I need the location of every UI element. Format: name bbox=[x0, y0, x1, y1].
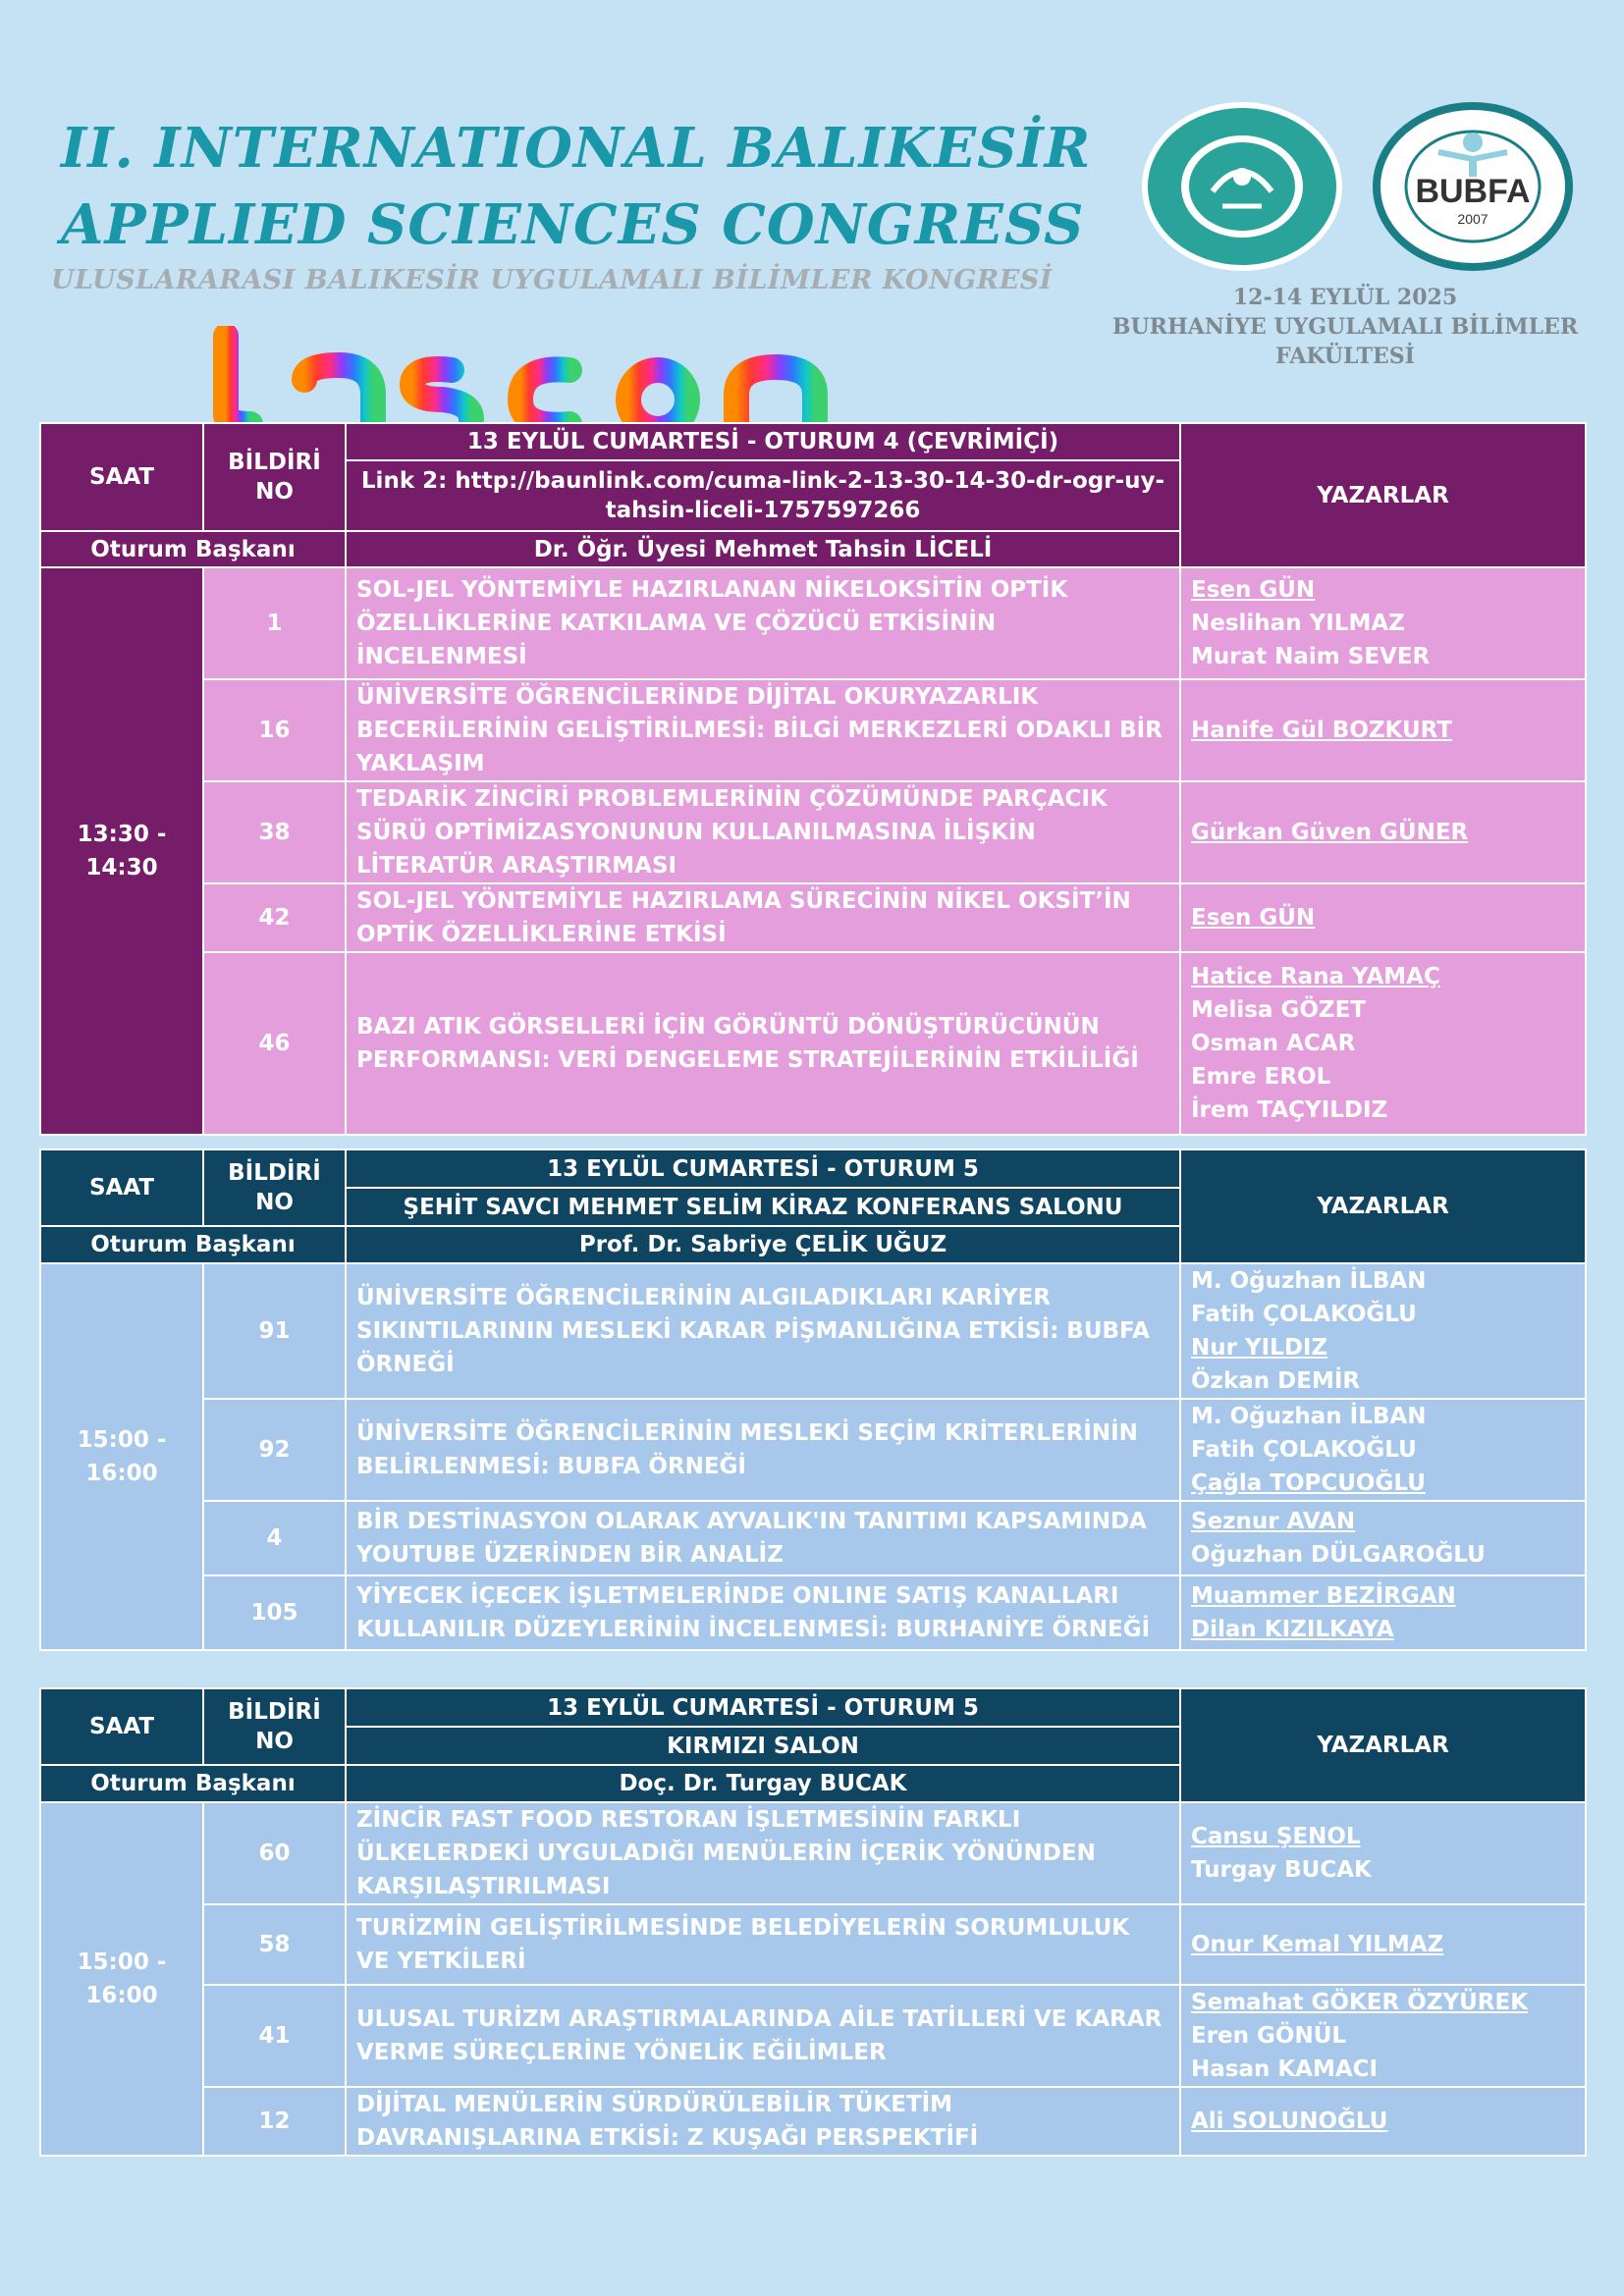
author-name: Semahat GÖKER ÖZYÜREK bbox=[1191, 1990, 1529, 2015]
paper-authors bbox=[1180, 679, 1586, 781]
paper-authors bbox=[1180, 883, 1586, 952]
session-title: 13 EYLÜL CUMARTESİ - OTURUM 5 bbox=[346, 1688, 1180, 1727]
author-name: Onur Kemal YILMAZ bbox=[1191, 1932, 1444, 1957]
congress-title-line1: II. INTERNATIONAL BALIKESİR bbox=[61, 116, 1092, 181]
session-location: KIRMIZI SALON bbox=[346, 1727, 1180, 1765]
author-name: Esen GÜN bbox=[1191, 577, 1316, 603]
paper-title: BİR DESTİNASYON OLARAK AYVALIK'IN TANITIMI KAPSAMINDA YOUTUBE ÜZERİNDEN BİR ANALİZ bbox=[346, 1501, 1180, 1575]
paper-authors bbox=[1180, 1802, 1586, 1904]
author-name: Muammer BEZİRGAN bbox=[1191, 1583, 1456, 1609]
paper-no: 91 bbox=[203, 1263, 346, 1399]
author-name: İrem TAÇYILDIZ bbox=[1191, 1097, 1388, 1123]
session-location: ŞEHİT SAVCI MEHMET SELİM KİRAZ KONFERANS SALONU bbox=[346, 1188, 1180, 1226]
paper-authors bbox=[1180, 1904, 1586, 1985]
author-name: Özkan DEMİR bbox=[1191, 1368, 1361, 1394]
paper-title: TURİZMİN GELİŞTİRİLMESİNDE BELEDİYELERİN SORUMLULUK VE YETKİLERİ bbox=[346, 1904, 1180, 1985]
session-time: 13:30 - 14:30 bbox=[40, 567, 203, 1135]
author-name: Eren GÖNÜL bbox=[1191, 2023, 1347, 2049]
session-table bbox=[39, 422, 1587, 1136]
time-column-header: SAAT bbox=[40, 423, 203, 531]
congress-subtitle: ULUSLARARASI BALIKESİR UYGULAMALI BİLİMLER KONGRESİ bbox=[51, 265, 1053, 295]
session-chair-label: Oturum Başkanı bbox=[40, 531, 346, 567]
paper-no: 41 bbox=[203, 1985, 346, 2087]
paper-title: ZİNCİR FAST FOOD RESTORAN İŞLETMESİNİN FARKLI ÜLKELERDEKİ UYGULADIĞI MENÜLERİN İÇERİK YÖNÜNDEN KARŞILAŞTIRILMASI bbox=[346, 1802, 1180, 1904]
session-time: 15:00 - 16:00 bbox=[40, 1802, 203, 2156]
paper-no-column-header: BİLDİRİ NO bbox=[203, 423, 346, 531]
session-chair: Prof. Dr. Sabriye ÇELİK UĞUZ bbox=[346, 1226, 1180, 1263]
itascon-logo bbox=[157, 326, 943, 424]
bubfa-year: 2007 bbox=[1457, 211, 1489, 227]
author-name: Ali SOLUNOĞLU bbox=[1191, 2109, 1388, 2134]
author-name: Melisa GÖZET bbox=[1191, 997, 1366, 1023]
author-name: Hasan KAMACI bbox=[1191, 2056, 1379, 2082]
author-name: Turgay BUCAK bbox=[1191, 1857, 1372, 1883]
author-name: Oğuzhan DÜLGAROĞLU bbox=[1191, 1542, 1486, 1568]
paper-title: ÜNİVERSİTE ÖĞRENCİLERİNİN MESLEKİ SEÇİM KRİTERLERİNİN BELİRLENMESİ: BUBFA ÖRNEĞİ bbox=[346, 1399, 1180, 1501]
paper-title: SOL-JEL YÖNTEMİYLE HAZIRLANAN NİKELOKSİTİN OPTİK ÖZELLİKLERİNE KATKILAMA VE ÇÖZÜCÜ ETKİSİNİN İNCELENMESİ bbox=[346, 567, 1180, 679]
session-link[interactable]: Link 2: http://baunlink.com/cuma-link-2-13-30-14-30-dr-ogr-uy-tahsin-liceli-1757597266 bbox=[346, 460, 1180, 531]
session-table bbox=[39, 1687, 1587, 2157]
balikesir-university-seal bbox=[1139, 98, 1345, 275]
paper-authors bbox=[1180, 952, 1586, 1135]
paper-authors bbox=[1180, 1501, 1586, 1575]
session-chair: Dr. Öğr. Üyesi Mehmet Tahsin LİCELİ bbox=[346, 531, 1180, 567]
faculty-name-line1: BURHANİYE UYGULAMALI BİLİMLER bbox=[1111, 314, 1579, 340]
congress-header bbox=[0, 0, 1624, 422]
session-table bbox=[39, 1148, 1587, 1651]
author-name: Fatih ÇOLAKOĞLU bbox=[1191, 1437, 1417, 1463]
author-name: Çağla TOPCUOĞLU bbox=[1191, 1470, 1426, 1496]
paper-title: ÜNİVERSİTE ÖĞRENCİLERİNDE DİJİTAL OKURYAZARLIK BECERİLERİNİN GELİŞTİRİLMESİ: BİLGİ MERKEZLERİ ODAKLI BİR YAKLAŞIM bbox=[346, 679, 1180, 781]
paper-title: BAZI ATIK GÖRSELLERİ İÇİN GÖRÜNTÜ DÖNÜŞTÜRÜCÜNÜN PERFORMANSI: VERİ DENGELEME STRATEJİLERİNİN ETKİLİLİĞİ bbox=[346, 952, 1180, 1135]
author-name: Dilan KIZILKAYA bbox=[1191, 1617, 1394, 1642]
authors-column-header: YAZARLAR bbox=[1180, 423, 1586, 567]
author-name: M. Oğuzhan İLBAN bbox=[1191, 1268, 1427, 1294]
session-title: 13 EYLÜL CUMARTESİ - OTURUM 5 bbox=[346, 1149, 1180, 1188]
paper-no: 38 bbox=[203, 781, 346, 883]
author-name: Cansu ŞENOL bbox=[1191, 1824, 1361, 1849]
paper-no: 4 bbox=[203, 1501, 346, 1575]
paper-no: 46 bbox=[203, 952, 346, 1135]
author-name: M. Oğuzhan İLBAN bbox=[1191, 1404, 1427, 1429]
author-name: Esen GÜN bbox=[1191, 905, 1316, 931]
author-name: Hanife Gül BOZKURT bbox=[1191, 718, 1453, 743]
author-name: Emre EROL bbox=[1191, 1064, 1331, 1090]
paper-no: 1 bbox=[203, 567, 346, 679]
institution-logos bbox=[1139, 98, 1591, 285]
author-name: Hatice Rana YAMAÇ bbox=[1191, 964, 1440, 989]
congress-dates: 12-14 EYLÜL 2025 bbox=[1232, 285, 1458, 310]
paper-authors bbox=[1180, 567, 1586, 679]
authors-column-header: YAZARLAR bbox=[1180, 1149, 1586, 1263]
paper-no: 60 bbox=[203, 1802, 346, 1904]
author-name: Murat Naim SEVER bbox=[1191, 644, 1431, 669]
congress-title-line2: APPLIED SCIENCES CONGRESS bbox=[61, 192, 1085, 257]
paper-no: 16 bbox=[203, 679, 346, 781]
faculty-name-line2: FAKÜLTESİ bbox=[1275, 344, 1415, 369]
paper-no-column-header: BİLDİRİ NO bbox=[203, 1688, 346, 1765]
paper-authors bbox=[1180, 781, 1586, 883]
author-name: Nur YILDIZ bbox=[1191, 1335, 1328, 1361]
paper-authors bbox=[1180, 1985, 1586, 2087]
paper-no: 92 bbox=[203, 1399, 346, 1501]
time-column-header: SAAT bbox=[40, 1149, 203, 1226]
time-column-header: SAAT bbox=[40, 1688, 203, 1765]
session-chair: Doç. Dr. Turgay BUCAK bbox=[346, 1765, 1180, 1802]
author-name: Seznur AVAN bbox=[1191, 1509, 1356, 1534]
paper-no: 42 bbox=[203, 883, 346, 952]
paper-title: TEDARİK ZİNCİRİ PROBLEMLERİNİN ÇÖZÜMÜNDE PARÇACIK SÜRÜ OPTİMİZASYONUNUN KULLANILMASINA İLİŞKİN LİTERATÜR ARAŞTIRMASI bbox=[346, 781, 1180, 883]
session-chair-label: Oturum Başkanı bbox=[40, 1765, 346, 1802]
paper-no: 105 bbox=[203, 1575, 346, 1650]
paper-title: SOL-JEL YÖNTEMİYLE HAZIRLAMA SÜRECİNİN NİKEL OKSİT’İN OPTİK ÖZELLİKLERİNE ETKİSİ bbox=[346, 883, 1180, 952]
session-time: 15:00 - 16:00 bbox=[40, 1263, 203, 1650]
paper-no-column-header: BİLDİRİ NO bbox=[203, 1149, 346, 1226]
paper-title: YİYECEK İÇECEK İŞLETMELERİNDE ONLINE SATIŞ KANALLARI KULLANILIR DÜZEYLERİNİN İNCELENMESİ: BURHANİYE ÖRNEĞİ bbox=[346, 1575, 1180, 1650]
paper-title: ULUSAL TURİZM ARAŞTIRMALARINDA AİLE TATİLLERİ VE KARAR VERME SÜREÇLERİNE YÖNELİK EĞİLİMLER bbox=[346, 1985, 1180, 2087]
authors-column-header: YAZARLAR bbox=[1180, 1688, 1586, 1802]
author-name: Osman ACAR bbox=[1191, 1031, 1356, 1056]
author-name: Neslihan YILMAZ bbox=[1191, 611, 1405, 636]
paper-authors bbox=[1180, 2087, 1586, 2156]
bubfa-seal bbox=[1370, 98, 1576, 275]
paper-authors bbox=[1180, 1399, 1586, 1501]
author-name: Fatih ÇOLAKOĞLU bbox=[1191, 1302, 1417, 1327]
paper-no: 58 bbox=[203, 1904, 346, 1985]
paper-no: 12 bbox=[203, 2087, 346, 2156]
paper-title: DİJİTAL MENÜLERİN SÜRDÜRÜLEBİLİR TÜKETİM DAVRANIŞLARINA ETKİSİ: Z KUŞAĞI PERSPEKTİFİ bbox=[346, 2087, 1180, 2156]
paper-authors bbox=[1180, 1263, 1586, 1399]
bubfa-acronym: BUBFA bbox=[1415, 173, 1531, 210]
session-title: 13 EYLÜL CUMARTESİ - OTURUM 4 (ÇEVRİMİÇİ) bbox=[346, 423, 1180, 460]
author-name: Gürkan Güven GÜNER bbox=[1191, 820, 1469, 845]
paper-title: ÜNİVERSİTE ÖĞRENCİLERİNİN ALGILADIKLARI KARİYER SIKINTILARININ MESLEKİ KARAR PİŞMANLIĞINA ETKİSİ: BUBFA ÖRNEĞİ bbox=[346, 1263, 1180, 1399]
session-chair-label: Oturum Başkanı bbox=[40, 1226, 346, 1263]
paper-authors bbox=[1180, 1575, 1586, 1650]
